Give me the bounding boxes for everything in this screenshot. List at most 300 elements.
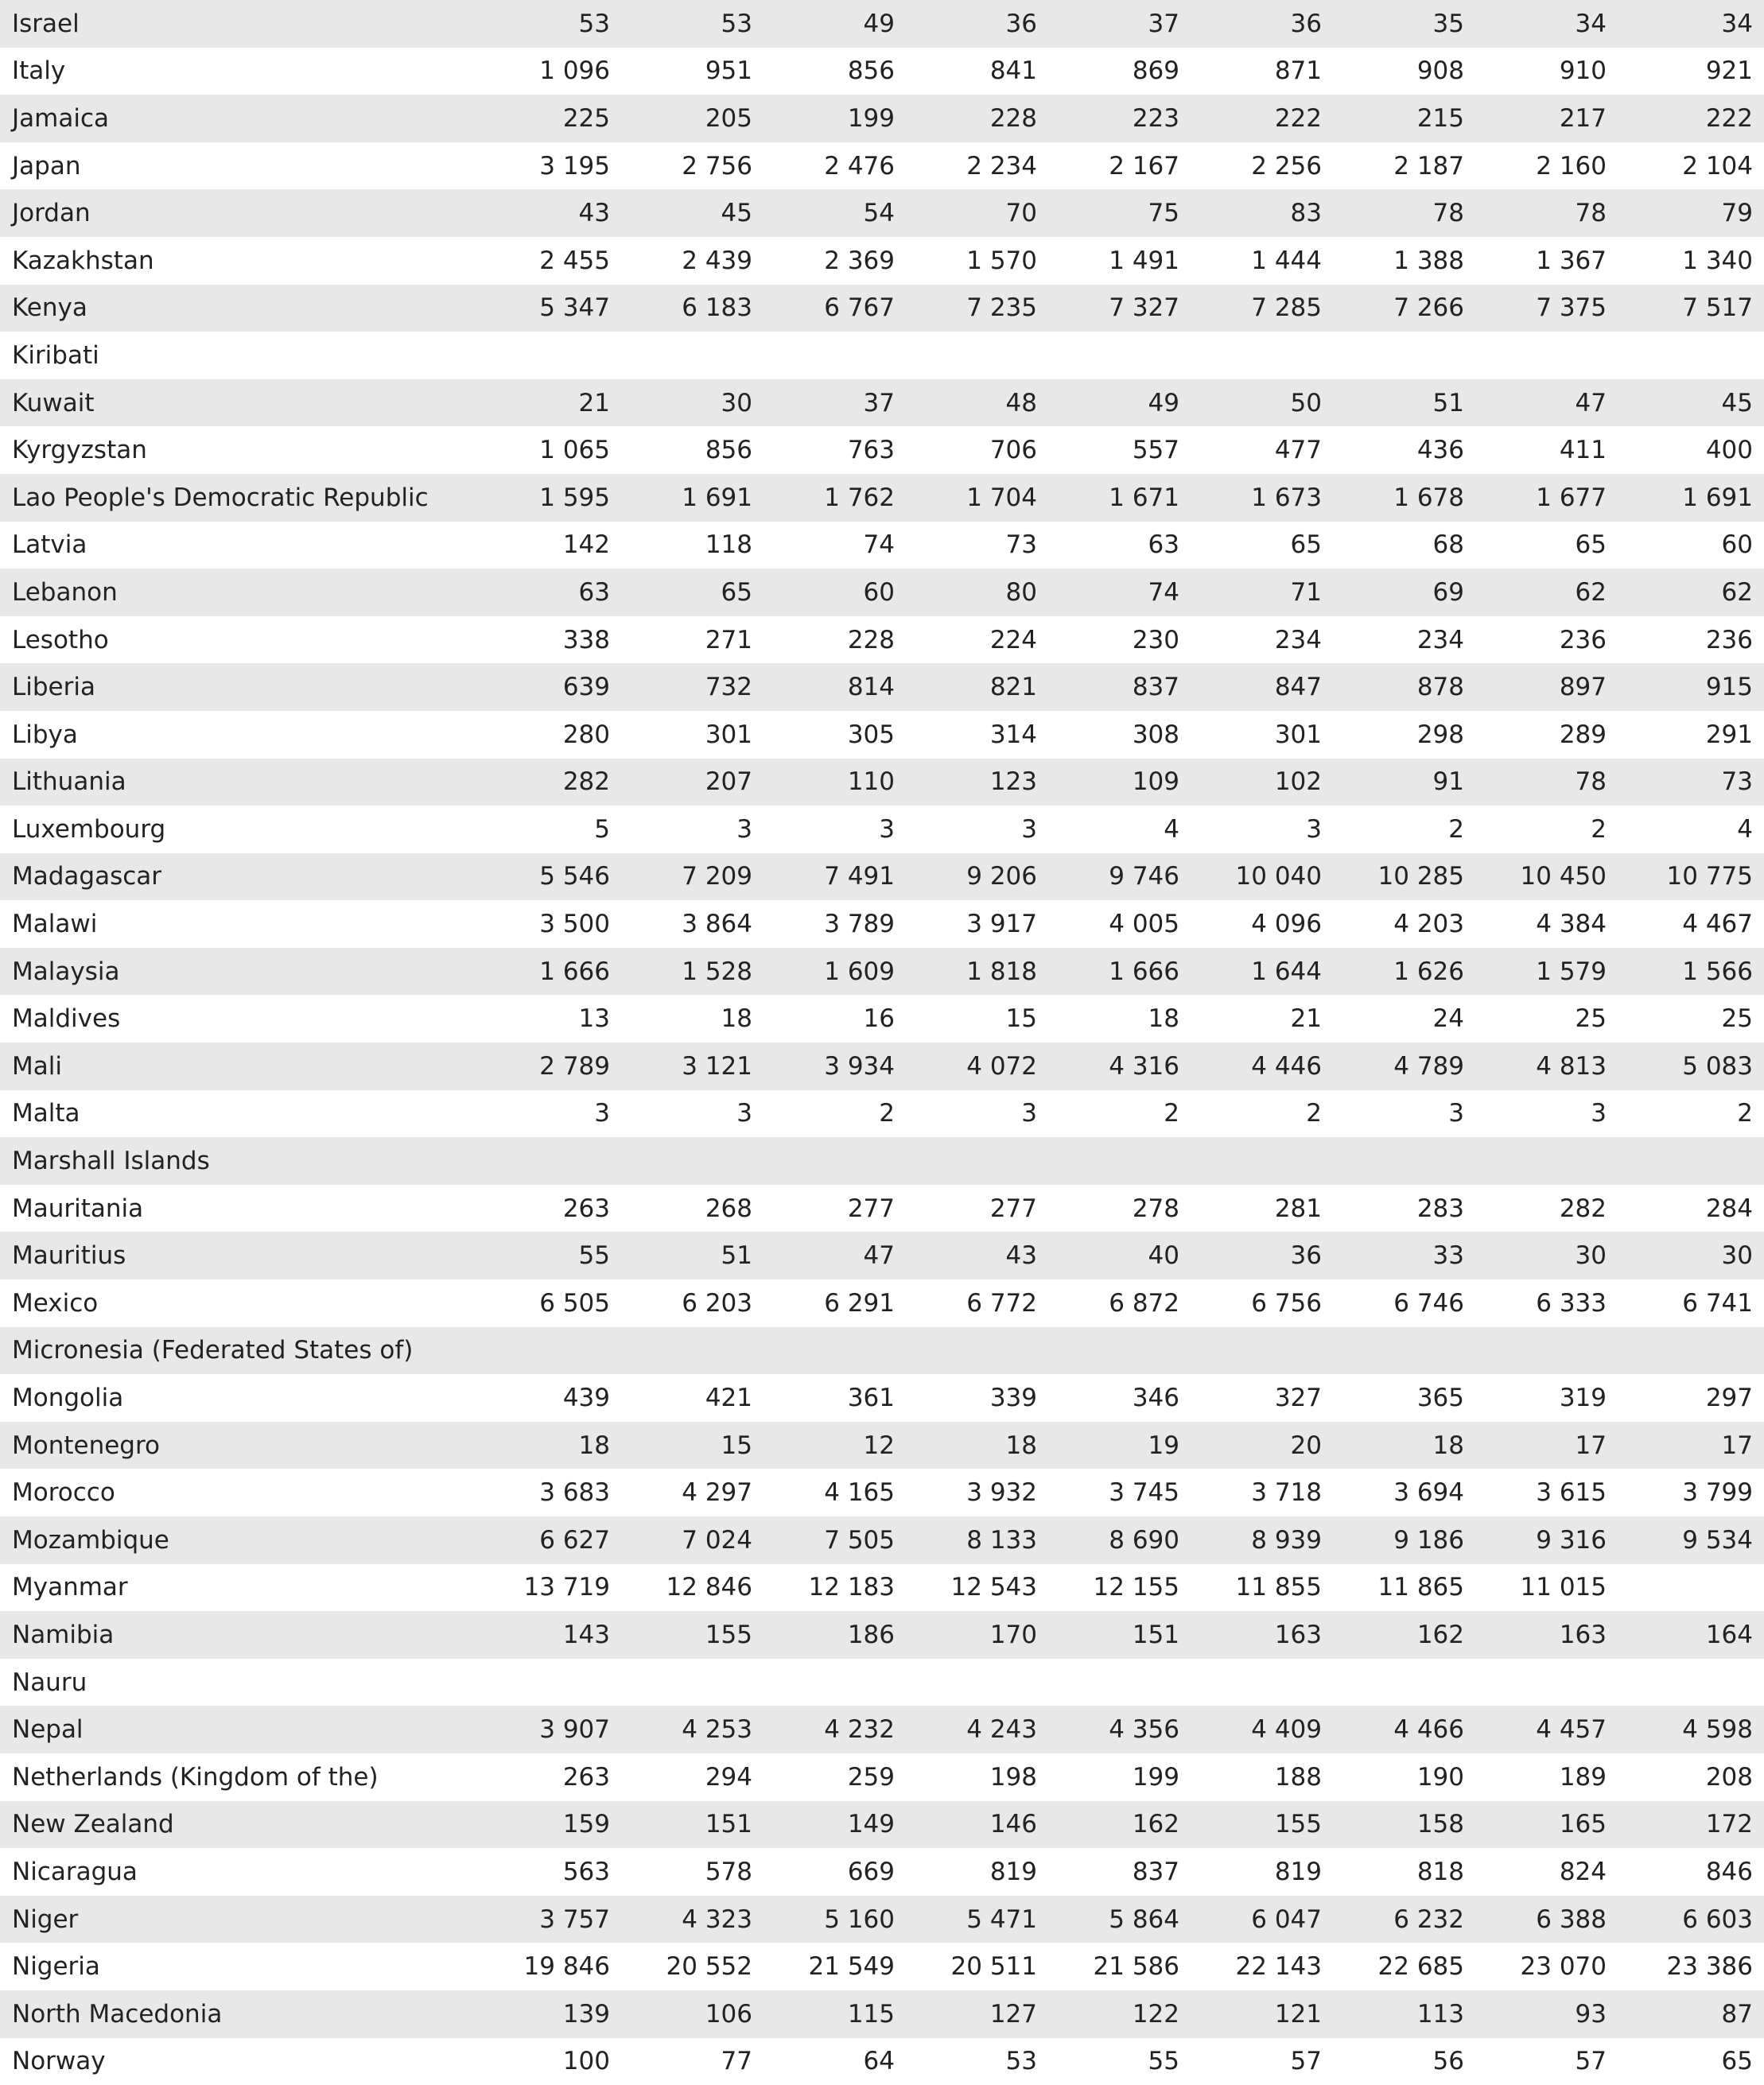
country-name: Mauritania (12, 1194, 144, 1223)
value-cell: 190 (1416, 1762, 1464, 1792)
value-cell: 669 (847, 1857, 895, 1886)
country-name: Malawi (12, 910, 98, 939)
value-cell: 2 (1591, 814, 1607, 844)
value-cell: 4 598 (1682, 1715, 1753, 1745)
country-name: Kazakhstan (12, 246, 154, 275)
value-cell: 230 (1132, 625, 1179, 654)
value-cell: 62 (1575, 577, 1607, 607)
value-cell: 421 (705, 1384, 752, 1413)
value-cell: 6 505 (539, 1288, 610, 1318)
value-cell: 12 846 (666, 1573, 752, 1602)
value-cell: 1 678 (1393, 483, 1464, 512)
value-cell: 60 (1721, 530, 1753, 560)
value-cell: 62 (1721, 577, 1753, 607)
value-cell: 15 (1005, 1004, 1037, 1034)
value-cell (763, 1327, 906, 1375)
country-name: New Zealand (12, 1810, 174, 1839)
value-cell (1048, 332, 1191, 379)
country-name: Nauru (12, 1668, 87, 1697)
value-cell (479, 1137, 621, 1185)
value-cell: 236 (1559, 625, 1607, 654)
value-cell: 814 (847, 673, 895, 702)
value-cell: 7 505 (824, 1525, 895, 1555)
table-row (0, 759, 1764, 806)
country-name: Malaysia (12, 957, 120, 986)
table-row (0, 853, 1764, 901)
value-cell: 109 (1132, 767, 1179, 797)
value-cell: 53 (721, 9, 752, 38)
value-cell: 4 072 (966, 1051, 1037, 1081)
value-cell: 346 (1132, 1384, 1179, 1413)
value-cell: 12 543 (950, 1573, 1037, 1602)
value-cell (906, 332, 1048, 379)
value-cell: 53 (578, 9, 610, 38)
value-cell (763, 332, 906, 379)
value-cell: 4 813 (1536, 1051, 1607, 1081)
value-cell: 578 (705, 1857, 752, 1886)
value-cell: 163 (1559, 1620, 1607, 1649)
value-cell: 819 (1274, 1857, 1322, 1886)
value-cell: 1 566 (1682, 957, 1753, 986)
value-cell: 155 (1274, 1810, 1322, 1839)
table-row (0, 95, 1764, 142)
value-cell: 268 (705, 1194, 752, 1223)
value-cell: 4 409 (1251, 1715, 1322, 1745)
value-cell: 225 (562, 103, 610, 133)
value-cell: 234 (1274, 625, 1322, 654)
table-row (0, 1374, 1764, 1422)
value-cell: 3 (1021, 814, 1037, 844)
value-cell (1333, 1327, 1475, 1375)
value-cell (1475, 332, 1618, 379)
table-row (0, 1896, 1764, 1943)
value-cell: 910 (1559, 56, 1607, 86)
value-cell: 49 (1148, 388, 1179, 417)
country-name: Morocco (12, 1478, 115, 1508)
value-cell: 1 491 (1109, 246, 1179, 275)
table-row (0, 1090, 1764, 1138)
value-cell: 25 (1721, 1004, 1753, 1034)
country-name: Montenegro (12, 1431, 161, 1460)
value-cell: 557 (1132, 436, 1179, 465)
value-cell: 3 745 (1109, 1478, 1179, 1508)
value-cell: 34 (1575, 9, 1607, 38)
value-cell: 10 285 (1377, 862, 1464, 891)
value-cell: 314 (989, 720, 1037, 749)
country-name: Lithuania (12, 767, 126, 797)
value-cell: 215 (1416, 103, 1464, 133)
value-cell: 74 (863, 530, 895, 560)
country-name: Kenya (12, 293, 87, 323)
value-cell: 10 775 (1666, 862, 1753, 891)
value-cell: 1 704 (966, 483, 1037, 512)
value-cell: 298 (1416, 720, 1464, 749)
value-cell: 3 934 (824, 1051, 895, 1081)
value-cell: 68 (1432, 530, 1464, 560)
country-name: Marshall Islands (12, 1147, 210, 1176)
value-cell: 37 (1148, 9, 1179, 38)
value-cell: 1 096 (539, 56, 610, 86)
value-cell: 837 (1132, 673, 1179, 702)
value-cell: 19 (1148, 1431, 1179, 1460)
value-cell: 282 (562, 767, 610, 797)
value-cell: 63 (578, 577, 610, 607)
table-row (0, 285, 1764, 332)
value-cell: 60 (863, 577, 895, 607)
country-name: Italy (12, 56, 66, 86)
value-cell: 102 (1274, 767, 1322, 797)
table-row (0, 1801, 1764, 1849)
value-cell: 908 (1416, 56, 1464, 86)
country-name: Kyrgyzstan (12, 436, 147, 465)
value-cell: 361 (847, 1384, 895, 1413)
country-name: Lebanon (12, 577, 118, 607)
value-cell: 4 203 (1393, 910, 1464, 939)
country-name: Jordan (12, 199, 91, 228)
value-cell (1618, 1327, 1764, 1375)
country-name: Mauritius (12, 1241, 126, 1271)
value-cell: 7 266 (1393, 293, 1464, 323)
table-row (0, 426, 1764, 474)
value-cell: 1 673 (1251, 483, 1322, 512)
value-cell: 217 (1559, 103, 1607, 133)
value-cell: 48 (1005, 388, 1037, 417)
country-name: Libya (12, 720, 78, 749)
value-cell: 4 (1164, 814, 1179, 844)
value-cell: 2 234 (966, 151, 1037, 181)
value-cell: 24 (1432, 1004, 1464, 1034)
country-name: Kiribati (12, 340, 99, 370)
value-cell: 1 818 (966, 957, 1037, 986)
value-cell: 79 (1721, 199, 1753, 228)
value-cell: 3 (1306, 814, 1322, 844)
table-row (0, 1516, 1764, 1564)
value-cell: 3 718 (1251, 1478, 1322, 1508)
table-row (0, 1943, 1764, 1990)
value-cell: 30 (1575, 1241, 1607, 1271)
value-cell: 162 (1416, 1620, 1464, 1649)
value-cell: 1 609 (824, 957, 895, 986)
value-cell: 400 (1705, 436, 1753, 465)
value-cell: 6 741 (1682, 1288, 1753, 1318)
value-cell: 186 (847, 1620, 895, 1649)
value-cell: 12 183 (808, 1573, 895, 1602)
value-cell: 36 (1005, 9, 1037, 38)
table-row (0, 1848, 1764, 1896)
value-cell: 162 (1132, 1810, 1179, 1839)
table-row (0, 1185, 1764, 1233)
value-cell: 2 476 (824, 151, 895, 181)
value-cell: 2 256 (1251, 151, 1322, 181)
value-cell: 7 327 (1109, 293, 1179, 323)
value-cell: 301 (1274, 720, 1322, 749)
value-cell: 1 691 (1682, 483, 1753, 512)
table-row (0, 379, 1764, 427)
value-cell: 5 347 (539, 293, 610, 323)
country-name: Liberia (12, 673, 95, 702)
value-cell: 7 209 (682, 862, 752, 891)
value-cell: 155 (705, 1620, 752, 1649)
value-cell: 199 (847, 103, 895, 133)
value-cell: 83 (1290, 199, 1322, 228)
value-cell: 23 070 (1520, 1952, 1607, 1982)
value-cell: 8 690 (1109, 1525, 1179, 1555)
value-cell: 43 (578, 199, 610, 228)
table-row (0, 522, 1764, 569)
value-cell: 8 939 (1251, 1525, 1322, 1555)
value-cell: 9 206 (966, 862, 1037, 891)
value-cell: 110 (847, 767, 895, 797)
value-cell (479, 1659, 621, 1706)
value-cell: 10 040 (1235, 862, 1322, 891)
value-cell: 1 444 (1251, 246, 1322, 275)
value-cell: 1 666 (1109, 957, 1179, 986)
value-cell: 164 (1705, 1620, 1753, 1649)
value-cell: 7 285 (1251, 293, 1322, 323)
value-cell: 3 757 (539, 1904, 610, 1934)
value-cell: 115 (847, 1999, 895, 2029)
value-cell: 3 (879, 814, 895, 844)
value-cell: 436 (1416, 436, 1464, 465)
table-row (0, 1564, 1764, 1612)
value-cell (1618, 1659, 1764, 1706)
value-cell: 21 (578, 388, 610, 417)
value-cell: 847 (1274, 673, 1322, 702)
value-cell: 4 253 (682, 1715, 752, 1745)
value-cell: 20 511 (950, 1952, 1037, 1982)
value-cell: 4 467 (1682, 910, 1753, 939)
value-cell: 21 (1290, 1004, 1322, 1034)
value-cell (1618, 332, 1764, 379)
value-cell: 71 (1290, 577, 1322, 607)
value-cell: 7 024 (682, 1525, 752, 1555)
value-cell: 411 (1559, 436, 1607, 465)
value-cell: 1 677 (1536, 483, 1607, 512)
value-cell: 207 (705, 767, 752, 797)
value-cell: 9 534 (1682, 1525, 1753, 1555)
value-cell: 921 (1705, 56, 1753, 86)
value-cell: 1 367 (1536, 246, 1607, 275)
value-cell: 151 (705, 1810, 752, 1839)
value-cell: 837 (1132, 1857, 1179, 1886)
value-cell: 122 (1132, 1999, 1179, 2029)
value-cell: 91 (1432, 767, 1464, 797)
table-row (0, 569, 1764, 616)
value-cell: 224 (989, 625, 1037, 654)
table-row (0, 1137, 1764, 1185)
value-cell: 2 (1306, 1099, 1322, 1128)
value-cell: 846 (1705, 1857, 1753, 1886)
value-cell: 4 232 (824, 1715, 895, 1745)
value-cell: 223 (1132, 103, 1179, 133)
value-cell: 732 (705, 673, 752, 702)
value-cell: 1 644 (1251, 957, 1322, 986)
value-cell: 821 (989, 673, 1037, 702)
value-cell: 2 439 (682, 246, 752, 275)
value-cell: 278 (1132, 1194, 1179, 1223)
value-cell: 3 (736, 814, 752, 844)
value-cell: 4 466 (1393, 1715, 1464, 1745)
value-cell: 37 (863, 388, 895, 417)
value-cell: 1 762 (824, 483, 895, 512)
country-name: Kuwait (12, 388, 95, 417)
value-cell: 21 549 (808, 1952, 895, 1982)
value-cell: 36 (1290, 1241, 1322, 1271)
country-name: Namibia (12, 1620, 115, 1649)
table-row (0, 1232, 1764, 1279)
value-cell: 222 (1705, 103, 1753, 133)
country-name: Norway (12, 2047, 106, 2076)
value-cell: 47 (863, 1241, 895, 1271)
value-cell: 7 517 (1682, 293, 1753, 323)
country-name: Mongolia (12, 1384, 124, 1413)
country-name: Maldives (12, 1004, 121, 1034)
value-cell (621, 1659, 763, 1706)
value-cell: 236 (1705, 625, 1753, 654)
country-name: Mali (12, 1051, 62, 1081)
value-cell: 1 671 (1109, 483, 1179, 512)
value-cell: 20 552 (666, 1952, 752, 1982)
value-cell: 65 (1575, 530, 1607, 560)
value-cell: 2 104 (1682, 151, 1753, 181)
value-cell: 1 388 (1393, 246, 1464, 275)
country-name: Niger (12, 1904, 79, 1934)
value-cell: 4 165 (824, 1478, 895, 1508)
country-name: Japan (12, 151, 81, 181)
value-cell: 146 (989, 1810, 1037, 1839)
value-cell: 6 047 (1251, 1904, 1322, 1934)
value-cell: 17 (1721, 1431, 1753, 1460)
value-cell: 763 (847, 436, 895, 465)
value-cell: 1 666 (539, 957, 610, 986)
value-cell: 282 (1559, 1194, 1607, 1223)
value-cell: 327 (1274, 1384, 1322, 1413)
value-cell: 6 603 (1682, 1904, 1753, 1934)
value-cell: 47 (1575, 388, 1607, 417)
value-cell: 6 872 (1109, 1288, 1179, 1318)
value-cell: 56 (1432, 2047, 1464, 2076)
value-cell: 4 297 (682, 1478, 752, 1508)
value-cell: 6 388 (1536, 1904, 1607, 1934)
value-cell: 234 (1416, 625, 1464, 654)
value-cell: 127 (989, 1999, 1037, 2029)
value-cell: 1 595 (539, 483, 610, 512)
country-name: Netherlands (Kingdom of the) (12, 1762, 379, 1792)
value-cell: 706 (989, 436, 1037, 465)
value-cell: 308 (1132, 720, 1179, 749)
value-cell: 338 (562, 625, 610, 654)
table-row (0, 663, 1764, 711)
value-cell: 75 (1148, 199, 1179, 228)
value-cell: 121 (1274, 1999, 1322, 2029)
value-cell: 3 789 (824, 910, 895, 939)
value-cell: 55 (578, 1241, 610, 1271)
value-cell: 6 767 (824, 293, 895, 323)
value-cell: 172 (1705, 1810, 1753, 1839)
value-cell: 63 (1148, 530, 1179, 560)
value-cell: 3 195 (539, 151, 610, 181)
table-row (0, 1469, 1764, 1516)
table-row (0, 616, 1764, 664)
value-cell: 57 (1575, 2047, 1607, 2076)
country-name: Luxembourg (12, 814, 166, 844)
value-cell: 10 450 (1520, 862, 1607, 891)
value-cell: 17 (1575, 1431, 1607, 1460)
table-row (0, 1611, 1764, 1659)
country-name: Nepal (12, 1715, 84, 1745)
value-cell: 3 864 (682, 910, 752, 939)
value-cell: 3 683 (539, 1478, 610, 1508)
value-cell: 263 (562, 1194, 610, 1223)
value-cell: 277 (989, 1194, 1037, 1223)
table-row (0, 1990, 1764, 2038)
country-name: Lesotho (12, 625, 109, 654)
value-cell: 30 (721, 388, 752, 417)
value-cell (1618, 1137, 1764, 1185)
value-cell (1191, 332, 1333, 379)
table-row (0, 142, 1764, 190)
value-cell: 80 (1005, 577, 1037, 607)
value-cell: 158 (1416, 1810, 1464, 1839)
value-cell: 2 187 (1393, 151, 1464, 181)
value-cell: 205 (705, 103, 752, 133)
value-cell: 51 (1432, 388, 1464, 417)
value-cell: 281 (1274, 1194, 1322, 1223)
value-cell: 189 (1559, 1762, 1607, 1792)
value-cell: 6 772 (966, 1288, 1037, 1318)
value-cell: 1 626 (1393, 957, 1464, 986)
table-row (0, 1422, 1764, 1470)
table-row (0, 0, 1764, 48)
value-cell: 151 (1132, 1620, 1179, 1649)
value-cell (1333, 1659, 1475, 1706)
value-cell (1191, 1659, 1333, 1706)
value-cell: 5 471 (966, 1904, 1037, 1934)
value-cell: 305 (847, 720, 895, 749)
value-cell: 40 (1148, 1241, 1179, 1271)
value-cell: 7 375 (1536, 293, 1607, 323)
value-cell: 15 (721, 1431, 752, 1460)
value-cell: 1 579 (1536, 957, 1607, 986)
value-cell: 297 (1705, 1384, 1753, 1413)
value-cell: 208 (1705, 1762, 1753, 1792)
value-cell: 2 369 (824, 246, 895, 275)
value-cell: 6 333 (1536, 1288, 1607, 1318)
value-cell (621, 1327, 763, 1375)
value-cell: 4 457 (1536, 1715, 1607, 1745)
value-cell: 45 (1721, 388, 1753, 417)
table-row (0, 2038, 1764, 2085)
value-cell: 78 (1575, 199, 1607, 228)
value-cell: 21 586 (1093, 1952, 1179, 1982)
value-cell: 18 (578, 1431, 610, 1460)
value-cell: 294 (705, 1762, 752, 1792)
value-cell: 5 083 (1682, 1051, 1753, 1081)
value-cell: 222 (1274, 103, 1322, 133)
value-cell: 878 (1416, 673, 1464, 702)
value-cell: 55 (1148, 2047, 1179, 2076)
value-cell: 36 (1290, 9, 1322, 38)
country-name: Mexico (12, 1288, 99, 1318)
value-cell: 170 (989, 1620, 1037, 1649)
value-cell: 198 (989, 1762, 1037, 1792)
country-name: Myanmar (12, 1573, 128, 1602)
table-row (0, 1753, 1764, 1801)
value-cell: 289 (1559, 720, 1607, 749)
table-row (0, 711, 1764, 759)
value-cell: 6 291 (824, 1288, 895, 1318)
value-cell: 106 (705, 1999, 752, 2029)
